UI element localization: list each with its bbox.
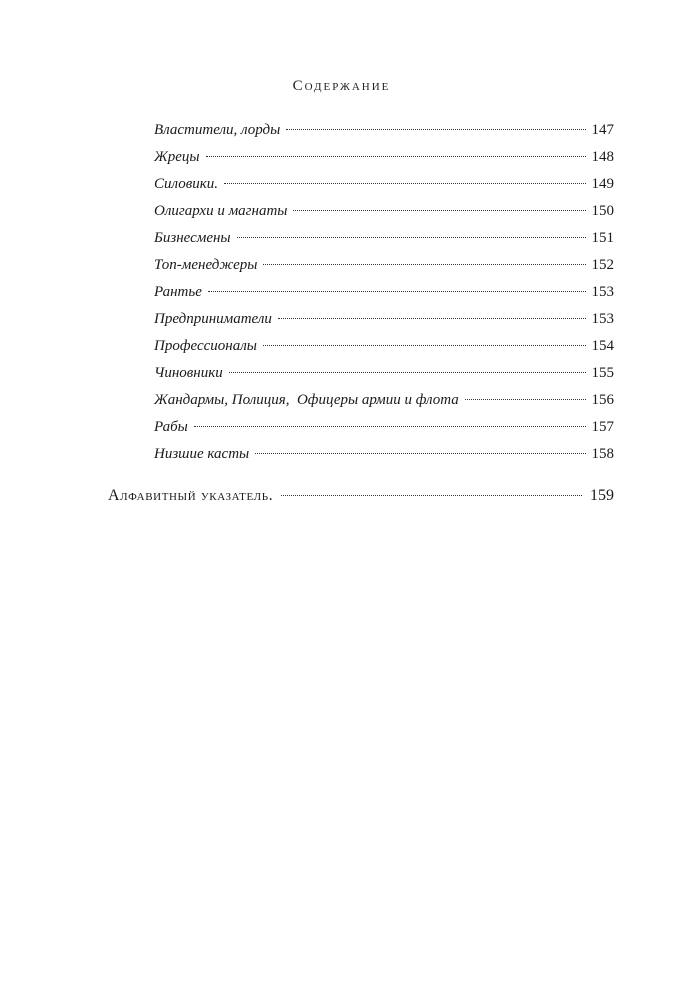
dot-leader — [194, 426, 586, 427]
toc-entry-page: 154 — [591, 338, 614, 354]
toc-entry-title: Бизнесмены — [154, 230, 231, 246]
toc-entry-page: 149 — [591, 176, 614, 192]
toc-entry-title: Жандармы, Полиция, Офицеры армии и флота — [154, 392, 459, 408]
dot-leader — [465, 399, 586, 400]
toc-entry-index[interactable] — [108, 485, 614, 507]
toc-entry[interactable] — [154, 390, 614, 410]
dot-leader — [229, 372, 586, 373]
toc-entry-page: 157 — [591, 419, 614, 435]
toc-entry[interactable] — [154, 309, 614, 329]
toc-entry-page: 151 — [591, 230, 614, 246]
dot-leader — [293, 210, 585, 211]
toc-entry-title: Чиновники — [154, 365, 223, 381]
toc-entry-page: 153 — [591, 311, 614, 327]
toc-entry-title: Жрецы — [154, 149, 200, 165]
toc-entry[interactable] — [154, 444, 614, 464]
toc-entry-page: 159 — [590, 487, 614, 504]
toc-entry-page: 150 — [591, 203, 614, 219]
toc-entry[interactable] — [154, 255, 614, 275]
dot-leader — [206, 156, 586, 157]
toc-entry-page: 148 — [591, 149, 614, 165]
toc-entry[interactable] — [154, 147, 614, 167]
toc-entry-page: 155 — [591, 365, 614, 381]
dot-leader — [255, 453, 585, 454]
toc-entry-title: Алфавитный указатель. — [108, 487, 274, 504]
toc-entry-page: 147 — [591, 122, 614, 138]
toc-entry[interactable] — [154, 174, 614, 194]
dot-leader — [286, 129, 585, 130]
toc-entry[interactable] — [154, 120, 614, 140]
toc-entry-title: Топ-менеджеры — [154, 257, 258, 273]
toc-entry-title: Олигархи и магнаты — [154, 203, 288, 219]
toc-entry[interactable] — [154, 228, 614, 248]
toc-entry-page: 152 — [591, 257, 614, 273]
dot-leader — [237, 237, 586, 238]
toc-entry[interactable] — [154, 363, 614, 383]
dot-leader — [278, 318, 586, 319]
dot-leader — [224, 183, 585, 184]
toc-entry-title: Низшие касты — [154, 446, 250, 462]
toc-entry[interactable] — [154, 201, 614, 221]
dot-leader — [208, 291, 586, 292]
toc-entry-page: 158 — [591, 446, 614, 462]
toc-entry-title: Рабы — [154, 419, 188, 435]
toc-entry-page: 156 — [591, 392, 614, 408]
toc-entry-title: Предприниматели — [154, 311, 272, 327]
toc-entry[interactable] — [154, 282, 614, 302]
toc-entry[interactable] — [154, 336, 614, 356]
toc-entry-title: Профессионалы — [154, 338, 257, 354]
running-head: Содержание — [292, 78, 391, 94]
toc-entry-title: Рантье — [154, 284, 202, 300]
dot-leader — [281, 495, 582, 496]
toc-entry[interactable] — [154, 417, 614, 437]
toc-entry-page: 153 — [591, 284, 614, 300]
dot-leader — [263, 264, 585, 265]
toc-entry-title: Властители, лорды — [154, 122, 281, 138]
dot-leader — [263, 345, 586, 346]
toc-entry-title: Силовики. — [154, 176, 219, 192]
